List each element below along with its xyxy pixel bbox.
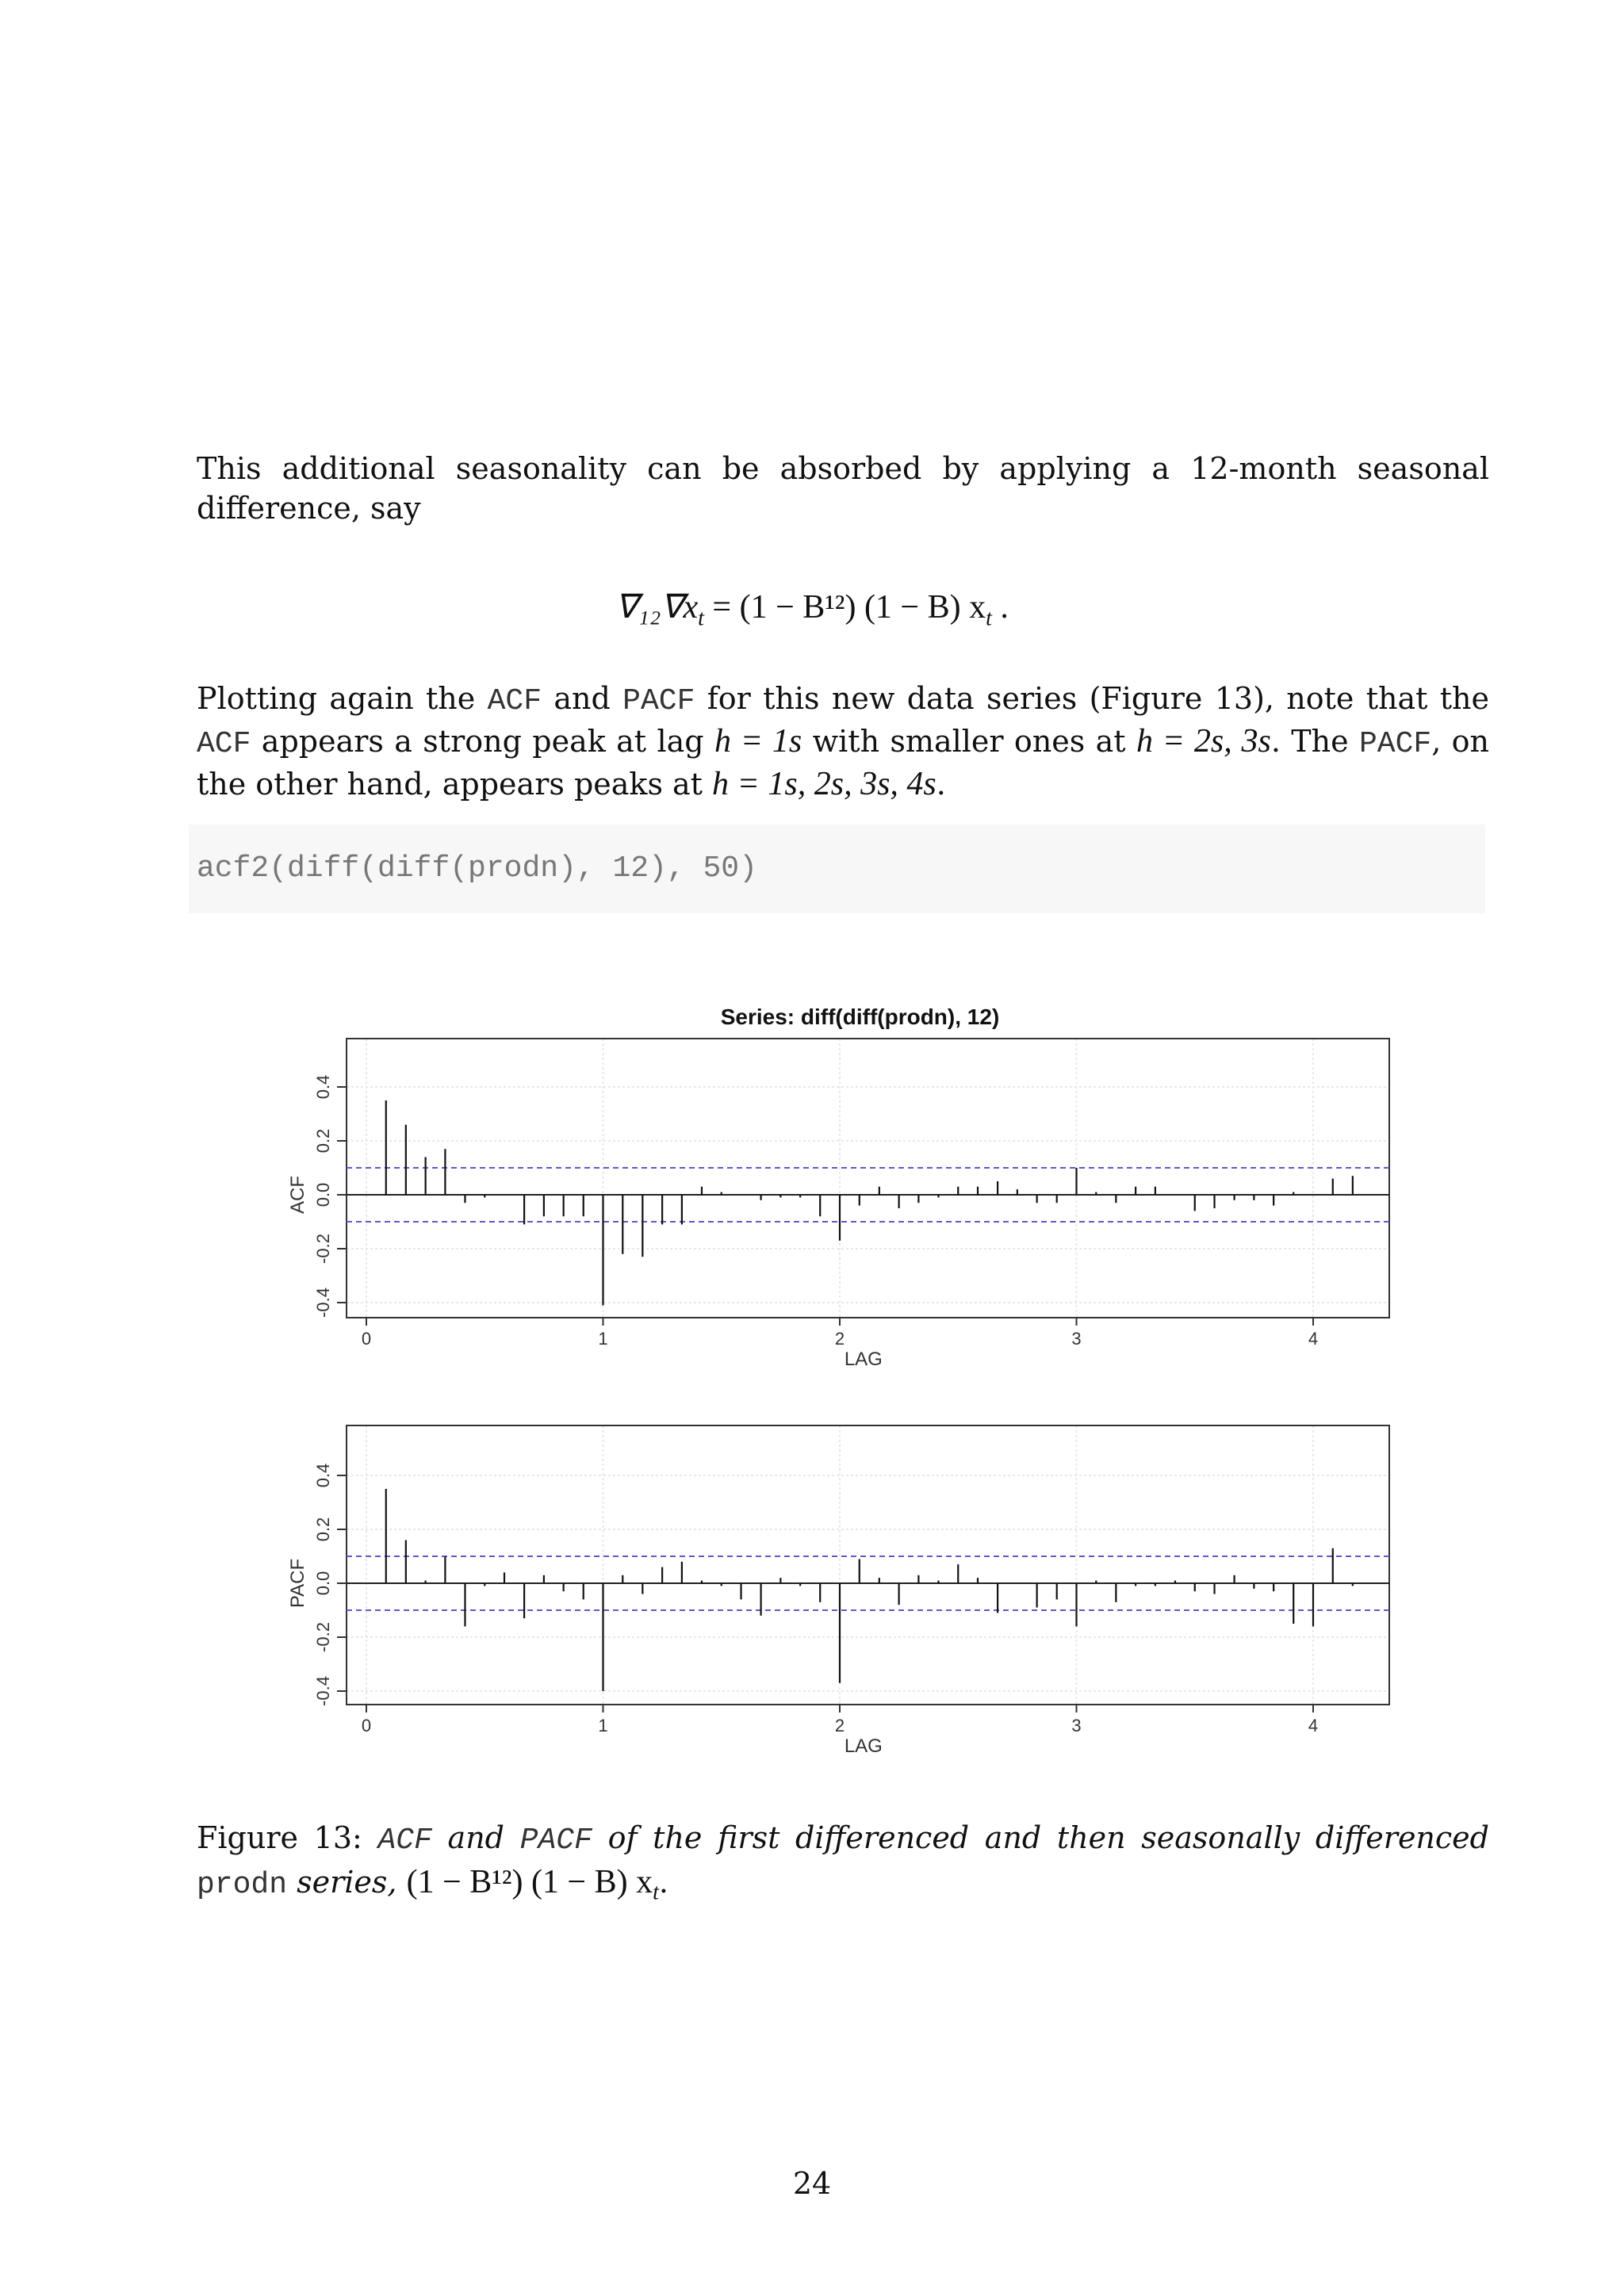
acf-pacf-figure xyxy=(0,975,1624,1752)
pacf-inline-code-2: PACF xyxy=(1359,727,1432,761)
acf-inline-code-2: ACF xyxy=(197,727,251,761)
pacf-x-tick-label: 1 xyxy=(598,1716,608,1735)
pacf-x-tick-label: 0 xyxy=(361,1716,372,1735)
acf-y-tick-label: -0.4 xyxy=(313,1288,333,1318)
acf-pacf-paragraph: Plotting again the ACF and PACF for this new data series (Figure 13), note that the ACF appears a strong peak at lag h = 1s with smaller ones at h = 2s, 3s. The PACF, on the other hand, appears peaks at h = 1s, 2s, 3s, 4s. xyxy=(197,681,1490,802)
acf-plot-frame xyxy=(347,1039,1389,1318)
pacf-inline-code: PACF xyxy=(622,684,695,718)
acf-y-tick-label: 0.2 xyxy=(313,1128,333,1154)
pacf-x-tick-label: 4 xyxy=(1308,1716,1319,1735)
acf-y-tick-label: 0.4 xyxy=(313,1074,333,1100)
acf-x-tick-label: 4 xyxy=(1308,1329,1319,1349)
acf-y-axis-label: ACF xyxy=(287,1176,308,1214)
figure-caption: Figure 13: ACF and PACF of the first differenced and then seasonally differenced prodn series, (1 − B¹²) (1 − B) $x_t$. xyxy=(197,1820,1489,1905)
pacf-y-tick-label: -0.4 xyxy=(313,1676,333,1706)
acf-x-axis-label: LAG xyxy=(844,1349,883,1370)
acf-x-tick-label: 2 xyxy=(834,1329,845,1349)
acf-y-tick-label: 0.0 xyxy=(313,1182,333,1207)
pacf-x-tick-label: 3 xyxy=(1071,1716,1082,1735)
code-block: acf2(diff(diff(prodn), 12), 50) xyxy=(189,825,1485,913)
acf-x-tick-label: 1 xyxy=(598,1329,608,1349)
acf-y-tick-label: -0.2 xyxy=(313,1234,333,1264)
acf-x-tick-label: 3 xyxy=(1071,1329,1082,1349)
prodn-inline-code: prodn xyxy=(197,1868,288,1902)
pacf-y-tick-label: 0.4 xyxy=(313,1463,333,1488)
difference-equation: $\nabla_{12}\nabla x_t = (1 - B^{12}) (1 - B)$ $x_t$ . xyxy=(615,589,1009,631)
pacf-y-tick-label: 0.0 xyxy=(313,1571,333,1596)
pacf-plot-frame xyxy=(347,1425,1389,1705)
acf-chart-title: Series: diff(diff(prodn), 12) xyxy=(720,1004,1000,1029)
pacf-x-tick-label: 2 xyxy=(834,1716,845,1735)
pacf-x-axis-label: LAG xyxy=(844,1735,883,1752)
acf-x-tick-label: 0 xyxy=(361,1329,372,1349)
pacf-y-tick-label: 0.2 xyxy=(313,1517,333,1542)
pacf-y-tick-label: -0.2 xyxy=(313,1622,333,1652)
pacf-y-axis-label: PACF xyxy=(287,1558,308,1609)
equation-rhs: = (1 − B¹²) (1 − B) x xyxy=(712,589,986,626)
equation-lhs: ∇₁₂∇x xyxy=(615,589,699,626)
acf-inline-code: ACF xyxy=(487,684,542,718)
intro-paragraph: This additional seasonality can be absorbed by applying a 12-month seasonal difference, say xyxy=(197,451,1489,526)
page-number: 24 xyxy=(792,2166,832,2201)
